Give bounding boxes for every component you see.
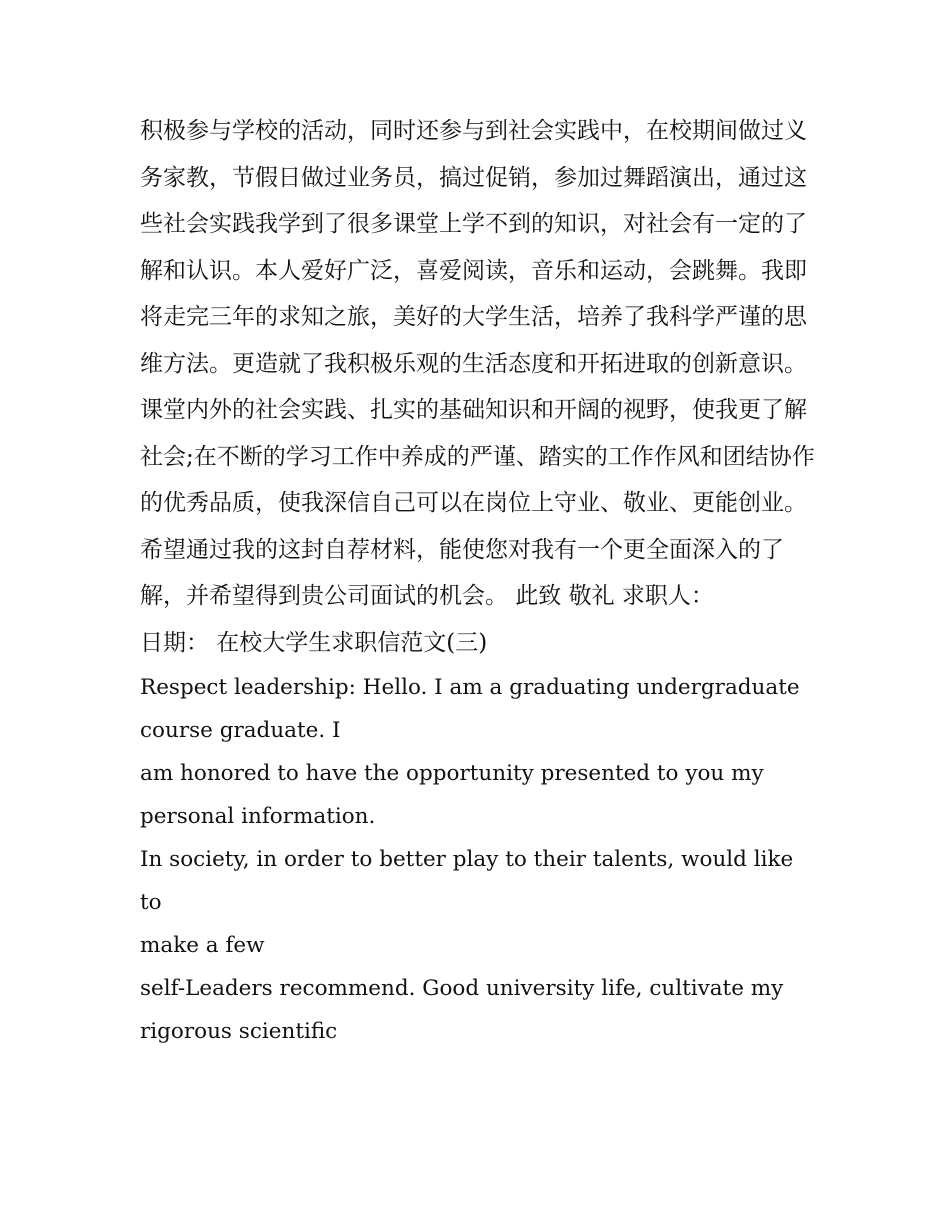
chinese-text-block — [140, 108, 820, 666]
english-line: personal information. — [140, 804, 376, 829]
document-body — [140, 108, 820, 1053]
english-line: make a few — [140, 933, 265, 958]
english-line: am honored to have the opportunity presented to you my — [140, 761, 764, 786]
english-line: Respect leadership: Hello. I am a graduating undergraduate — [140, 675, 800, 700]
english-line: rigorous scientific — [140, 1019, 338, 1044]
paragraph-hope: 希望通过我的这封自荐材料，能使您对我有一个更全面深入的了解，并希望得到贵公司面试的机会。 此致 敬礼 求职人： — [140, 536, 784, 609]
english-text-block — [140, 666, 820, 1053]
paragraph-date-heading: 日期： 在校大学生求职信范文(三) — [140, 629, 488, 656]
english-line: self-Leaders recommend. Good university life, cultivate my — [140, 976, 784, 1001]
english-line: In society, in order to better play to their talents, would like to — [140, 847, 794, 915]
paragraph-activities: 积极参与学校的活动，同时还参与到社会实践中，在校期间做过义务家教，节假日做过业务员，搞过促销，参加过舞蹈演出，通过这些社会实践我学到了很多课堂上学不到的知识，对社会有一定的了解和认识。本人爱好广泛，喜爱阅读，音乐和运动，会跳舞。我即将走完三年的求知之旅，美好的大学生活，培养了我科学严谨的思维方法。更造就了我积极乐观的生活态度和开拓进取的创新意识。课堂内外的社会实践、扎实的基础知识和开阔的视野，使我更了解社会;在不断的学习工作中养成的严谨、踏实的工作作风和团结协作的优秀品质，使我深信自己可以在岗位上守业、敬业、更能创业。 — [140, 118, 815, 516]
english-line: course graduate. I — [140, 718, 341, 743]
